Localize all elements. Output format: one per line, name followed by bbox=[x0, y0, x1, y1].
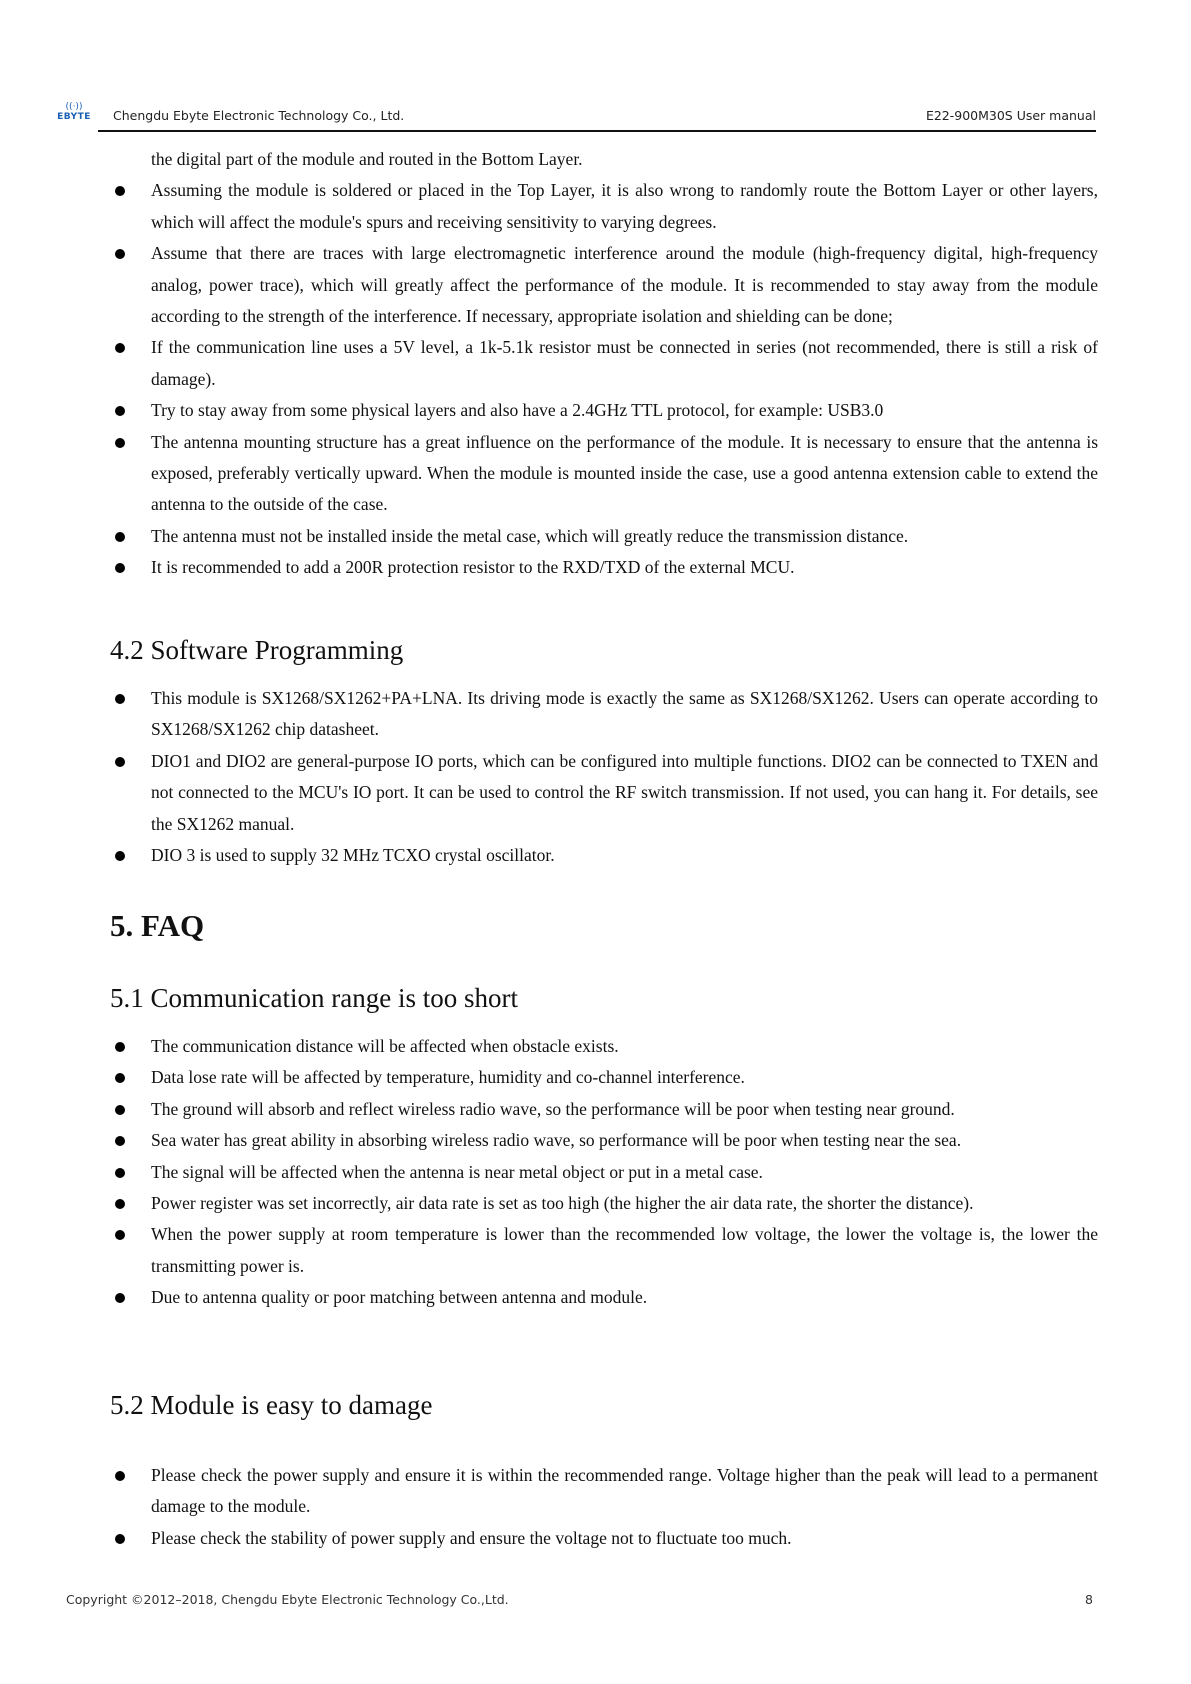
list-item: The antenna must not be installed inside the metal case, which will greatly reduce the transmission distance. bbox=[110, 521, 1098, 552]
list-item: When the power supply at room temperature is lower than the recommended low voltage, the lower the voltage is, the lower the transmitting power is. bbox=[110, 1219, 1098, 1282]
header-manual-title: E22-900M30S User manual bbox=[925, 108, 1096, 123]
list-item: It is recommended to add a 200R protection resistor to the RXD/TXD of the external MCU. bbox=[110, 552, 1098, 583]
heading-5-faq: 5. FAQ bbox=[110, 908, 205, 943]
list-item: Assuming the module is soldered or placed in the Top Layer, it is also wrong to randomly route the Bottom Layer or other layers, which will affect the module's spurs and receiving sensitivity to varying degrees. bbox=[110, 175, 1098, 238]
list-item: DIO1 and DIO2 are general-purpose IO ports, which can be configured into multiple functions. DIO2 can be connected to TXEN and not connected to the MCU's IO port. It can be used to control the RF switch transmission. If not used, you can hang it. For details, see the SX1262 manual. bbox=[110, 746, 1098, 840]
list-item: This module is SX1268/SX1262+PA+LNA. Its driving mode is exactly the same as SX1268/SX1262. Users can operate according to SX1268/SX1262 chip datasheet. bbox=[110, 683, 1098, 746]
list-item: The antenna mounting structure has a great influence on the performance of the module. It is necessary to ensure that the antenna is exposed, preferably vertically upward. When the module is mounted inside the case, use a good antenna extension cable to extend the antenna to the outside of the case. bbox=[110, 427, 1098, 521]
list-item: The signal will be affected when the antenna is near metal object or put in a metal case. bbox=[110, 1157, 1098, 1188]
ebyte-logo: ((·)) EBYTE bbox=[57, 102, 91, 122]
header-rule bbox=[98, 130, 1096, 132]
page-number: 8 bbox=[1085, 1592, 1093, 1607]
list-item: Sea water has great ability in absorbing wireless radio wave, so performance will be poor when testing near the sea. bbox=[110, 1125, 1098, 1156]
list-item: Please check the stability of power supply and ensure the voltage not to fluctuate too much. bbox=[110, 1523, 1098, 1554]
list-item: DIO 3 is used to supply 32 MHz TCXO crystal oscillator. bbox=[110, 840, 1098, 871]
continuation-text: the digital part of the module and routed in the Bottom Layer. bbox=[151, 149, 583, 169]
list-item: The ground will absorb and reflect wireless radio wave, so the performance will be poor when testing near ground. bbox=[110, 1094, 1098, 1125]
bullet-list bbox=[110, 1460, 1098, 1554]
list-item: Try to stay away from some physical layers and also have a 2.4GHz TTL protocol, for example: USB3.0 bbox=[110, 395, 1098, 426]
list-item: If the communication line uses a 5V level, a 1k-5.1k resistor must be connected in series (not recommended, there is still a risk of damage). bbox=[110, 332, 1098, 395]
list-item: Due to antenna quality or poor matching between antenna and module. bbox=[110, 1282, 1098, 1313]
section-5-2 bbox=[110, 1388, 1098, 1554]
heading-4-2: 4.2 Software Programming bbox=[110, 635, 404, 665]
list-item: Data lose rate will be affected by temperature, humidity and co-channel interference. bbox=[110, 1062, 1098, 1093]
section-5-1 bbox=[110, 981, 1098, 1314]
list-item: Power register was set incorrectly, air data rate is set as too high (the higher the air data rate, the shorter the distance). bbox=[110, 1188, 1098, 1219]
bullet-list bbox=[110, 1031, 1098, 1314]
list-item: The communication distance will be affected when obstacle exists. bbox=[110, 1031, 1098, 1062]
footer-copyright: Copyright ©2012–2018, Chengdu Ebyte Electronic Technology Co.,Ltd. bbox=[66, 1592, 509, 1607]
header-company: Chengdu Ebyte Electronic Technology Co., Ltd. bbox=[113, 108, 405, 123]
heading-5-2: 5.2 Module is easy to damage bbox=[110, 1390, 433, 1420]
section-5 bbox=[110, 907, 1098, 945]
list-item: Assume that there are traces with large electromagnetic interference around the module (high-frequency digital, high-frequency analog, power trace), which will greatly affect the performance of the module. It is recommended to stay away from the module according to the strength of the interference. If necessary, appropriate isolation and shielding can be done; bbox=[110, 238, 1098, 332]
section-4-2 bbox=[110, 633, 1098, 871]
bullet-list bbox=[110, 175, 1098, 583]
list-item: Please check the power supply and ensure it is within the recommended range. Voltage higher than the peak will lead to a permanent damage to the module. bbox=[110, 1460, 1098, 1523]
heading-5-1: 5.1 Communication range is too short bbox=[110, 983, 518, 1013]
section-4-1-continued bbox=[110, 144, 1098, 584]
bullet-list bbox=[110, 683, 1098, 871]
